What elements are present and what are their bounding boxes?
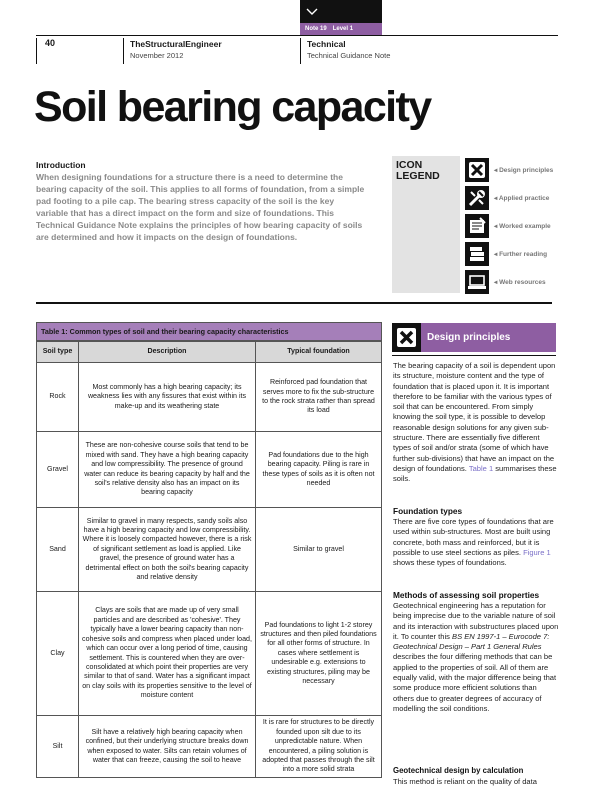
table-header-row bbox=[37, 342, 382, 363]
description-cell: Most commonly has a high bearing capacity; its weakness lies with any fissures that exist within its make-up and its weathering state bbox=[79, 363, 256, 432]
legend-label-web-resources: ◂ Web resources bbox=[494, 279, 546, 286]
section-divider bbox=[36, 302, 552, 304]
table-1-link[interactable]: Table 1 bbox=[468, 463, 494, 473]
foundation-cell: Similar to gravel bbox=[256, 508, 382, 592]
section-header bbox=[300, 38, 500, 64]
icon-legend-title: ICON LEGEND bbox=[396, 159, 440, 182]
series-name: Technical Guidance Note bbox=[307, 51, 391, 60]
soil-type-cell: Clay bbox=[37, 592, 79, 716]
foundation-cell: Pad foundations due to the high bearing capacity. Piling is rare in these types of soils as it is often not needed bbox=[256, 432, 382, 508]
standard-reference: BS EN 1997-1 – Eurocode 7: Geotechnical Design – Part 1 General Rules bbox=[393, 631, 550, 652]
banner-rule bbox=[392, 355, 556, 356]
soil-type-cell: Rock bbox=[37, 363, 79, 432]
soil-type-cell: Silt bbox=[37, 716, 79, 778]
heading-foundation-types: Foundation types bbox=[393, 506, 463, 516]
body-paragraph-2: There are five core types of foundations that are used within sub-structures. Most are built using concrete, both mass and reinforced, but it is possible to use steel sections as piles. Figure 1 shows these types of foundations. bbox=[393, 517, 554, 568]
table-row bbox=[37, 508, 382, 592]
header-rule bbox=[36, 35, 558, 36]
intro-text: When designing foundations for a structure there is a need to determine the bearing capacity of the soil. This applies to all forms of foundation, from a simple pad footing to a pile cap. The bearing stress capacity of the soil is the key variable that has a direct impact on the form and size of foundations. This Technical Guidance Note explains the principles of how bearing capacity of soils are determined and how it impacts on the design of foundations. bbox=[36, 172, 365, 242]
foundation-cell: Pad foundations to light 1-2 storey structures and then piled foundations for all other forms of structure. In cases where settlement is undesirable e.g. extensions to existing structures, piling may be necessary bbox=[256, 592, 382, 716]
issue-date: November 2012 bbox=[130, 51, 184, 60]
foundation-cell: Reinforced pad foundation that serves more to fix the sub-structure to the rock strata rather than spread its load bbox=[256, 363, 382, 432]
design-principles-icon bbox=[465, 158, 489, 182]
worked-example-icon bbox=[465, 214, 489, 238]
table-row bbox=[37, 363, 382, 432]
chevron-down-icon bbox=[306, 7, 318, 17]
heading-design-by-calculation: Geotechnical design by calculation bbox=[393, 766, 524, 775]
description-cell: Clays are soils that are made up of very small particles and are described as 'cohesive'. They typically have a lower bearing capacity than non-cohesive soils and compress when placed under load, which can occur over a long period of time, causing settlement. This is countered when they are over-consolidated at which point their properties are very similar to that of sand. Water has a significant impact on clay soils with its properties sensitive to the level of moisture content bbox=[79, 592, 256, 716]
web-resources-icon bbox=[465, 270, 489, 294]
column-header-typical-foundation: Typical foundation bbox=[256, 342, 382, 363]
body-paragraph-1: The bearing capacity of a soil is dependent upon its structure, moisture content and the type of foundation that is placed upon it. It is important therefore to be familiar with the various types of soil that can be encountered. From simply knowing the soil type, it is possible to develop reasonable design solutions for any given sub-structure. There are essentially five different types of soil and/or strata (some of which have further sub-divisions) that have an impact on the design of foundations. Table 1 summarises these soils. bbox=[393, 361, 557, 484]
description-cell: Silt have a relatively high bearing capacity when confined, but their underlying structure breaks down when exposed to water. Silts can retain volumes of water that can freeze, causing the soil to heave bbox=[79, 716, 256, 778]
figure-1-link[interactable]: Figure 1 bbox=[523, 547, 551, 557]
series-tab bbox=[300, 0, 382, 23]
intro-heading: Introduction bbox=[36, 160, 86, 170]
applied-practice-icon bbox=[465, 186, 489, 210]
legend-label-worked-example: ◂ Worked example bbox=[494, 223, 551, 230]
legend-label-design-principles: ◂ Design principles bbox=[494, 167, 554, 174]
note-level-strip bbox=[300, 23, 382, 35]
foundation-cell: It is rare for structures to be directly founded upon silt due to its unpredictable nature. When encountered, a piling solution is adopted that passes through the silt into a more solid strata bbox=[256, 716, 382, 778]
description-cell: These are non-cohesive course soils that tend to be mixed with sand. They have a high bearing capacity and low compressibility. The presence of ground water can reduce its bearing capacity by half and the soil's relative density also has an impact on its bearing capacity bbox=[79, 432, 256, 508]
table-title: Table 1: Common types of soil and their bearing capacity characteristics bbox=[36, 322, 382, 341]
body-paragraph-4: This method is reliant on the quality of data bbox=[393, 777, 537, 786]
table-row bbox=[37, 432, 382, 508]
soil-types-table bbox=[36, 341, 382, 778]
column-header-description: Description bbox=[79, 342, 256, 363]
soil-type-cell: Gravel bbox=[37, 432, 79, 508]
design-principles-icon bbox=[392, 323, 421, 352]
legend-label-further-reading: ◂ Further reading bbox=[494, 251, 548, 258]
table-row bbox=[37, 716, 382, 778]
section-name: Technical bbox=[307, 39, 346, 49]
page-title: Soil bearing capacity bbox=[34, 83, 431, 131]
description-cell: Similar to gravel in many respects, sandy soils also have a high bearing capacity and low compressibility. Where it is loosely compacted however, there is a risk of significant settlement as load is applied. Like gravel, the presence of ground water has a detrimental effect on both the soil's bearing capacity and relative density bbox=[79, 508, 256, 592]
table-row bbox=[37, 592, 382, 716]
magazine-name: TheStructuralEngineer bbox=[130, 39, 222, 49]
level-label: Level 1 bbox=[332, 26, 354, 32]
heading-methods: Methods of assessing soil properties bbox=[393, 590, 540, 600]
page-number: 40 bbox=[36, 38, 122, 64]
body-paragraph-3: Geotechnical engineering has a reputation for being imprecise due to the variable nature of soil and its interaction with substructures placed upon it. To counter this BS EN 1997-1 – Eurocode 7: Geotechnical Design – Part 1 General Rules describes the four differing methods that can be applied to the properties of soil. All of them are equally valid, with the major difference being that some produce more efficient solutions than others due to greater degrees of accuracy of modelling the soil conditions. bbox=[393, 601, 559, 713]
note-number: Note 19 bbox=[305, 26, 327, 32]
soil-type-cell: Sand bbox=[37, 508, 79, 592]
legend-label-applied-practice: ◂ Applied practice bbox=[494, 195, 550, 202]
column-header-soil-type: Soil type bbox=[37, 342, 79, 363]
further-reading-icon bbox=[465, 242, 489, 266]
masthead bbox=[123, 38, 299, 64]
design-principles-label: Design principles bbox=[427, 332, 511, 343]
